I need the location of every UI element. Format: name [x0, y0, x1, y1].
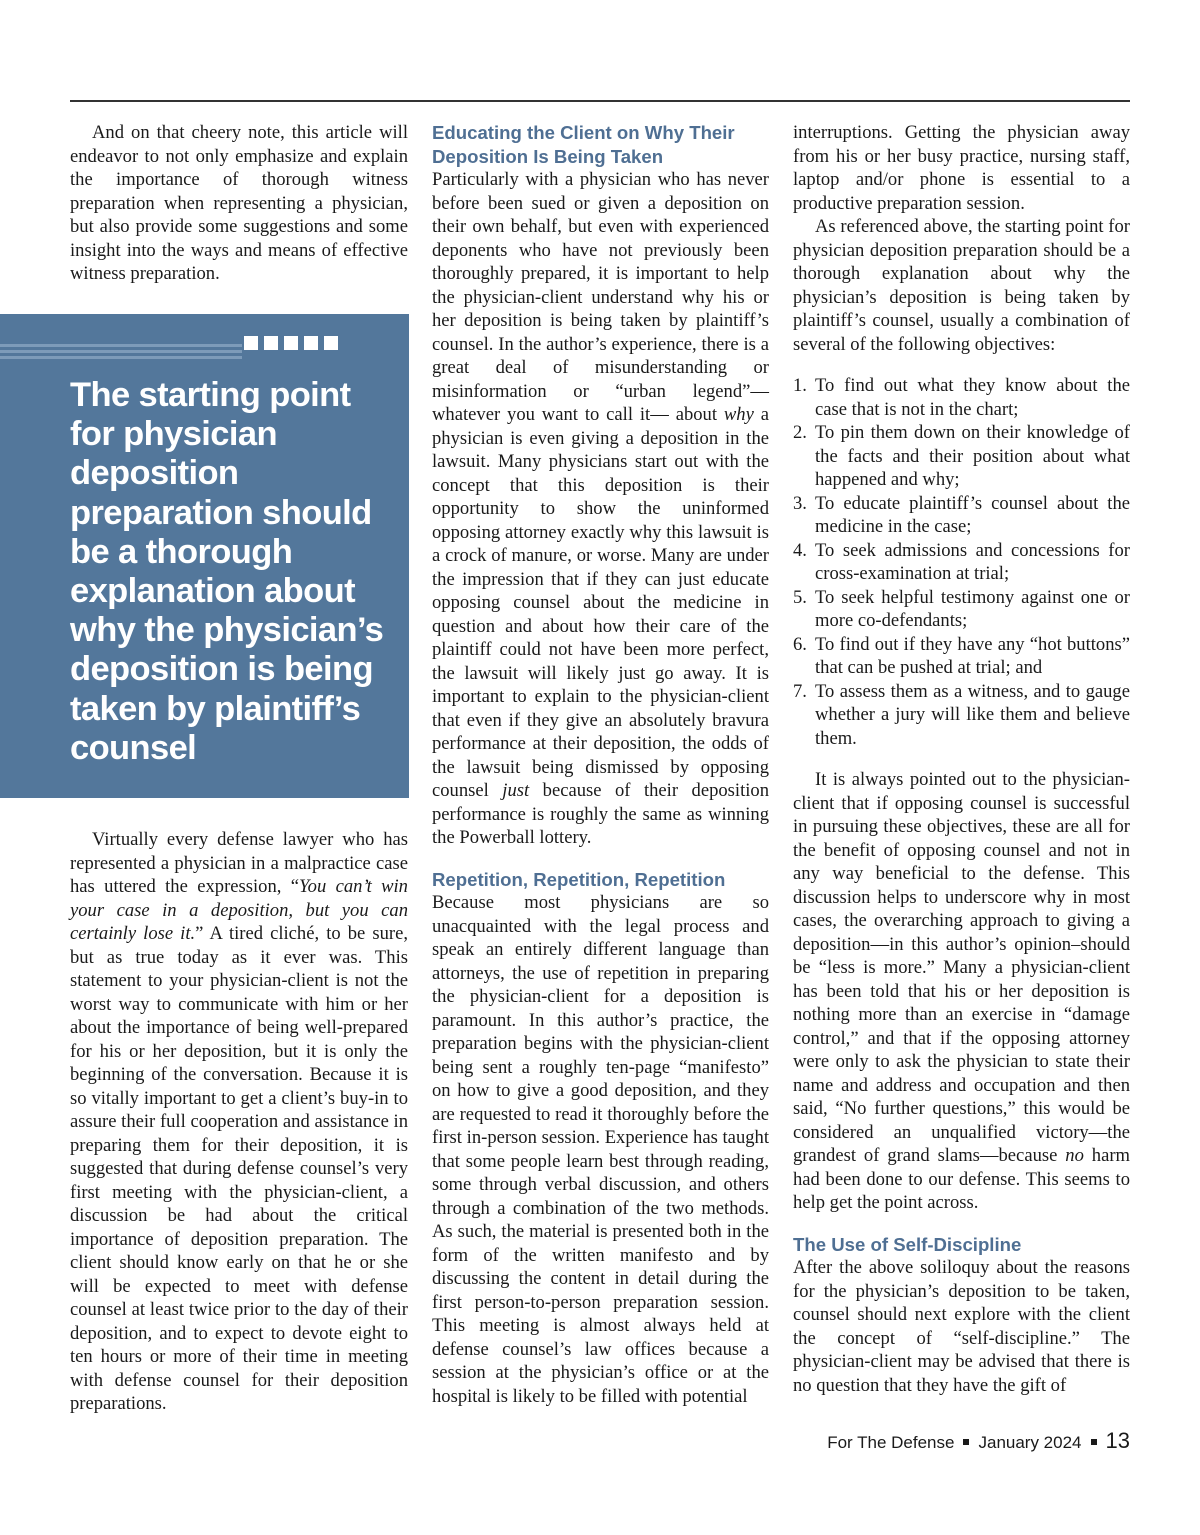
- spacer: [793, 1215, 1130, 1233]
- column-3: [793, 121, 1130, 1397]
- list-text: To assess them as a witness, and to gauge whether a jury will like them and believe them.: [815, 680, 1130, 749]
- text-span: harm had been done to our defense. This seems to help get the point across.: [793, 1145, 1130, 1213]
- objectives-list: [793, 374, 1130, 750]
- list-number: 1.: [793, 375, 807, 396]
- text-span: ” A tired cliché, to be sure, but as true today as it ever was. This statement to your physician-client is not the worst way to communicate with him or her about the importance of being well-prepared for his or her deposition, but it is only the beginning of the conversation. Because it is so vitally important to get a client’s buy-in to assure their full cooperation and assistance in preparing them for their deposition, it is suggested that during defense counsel’s very first meeting with the physician-client, a discussion be had about the critical importance of deposition preparation. The client should know early on that he or she will be expected to meet with defense counsel at least twice prior to the day of their deposition, and to expect to devote eight to ten hours or more of their time in meeting with defense counsel for their deposition preparations.: [70, 923, 408, 1414]
- bullet-separator: [963, 1439, 969, 1445]
- list-item: [793, 680, 1130, 751]
- page-number: 13: [1105, 1428, 1130, 1453]
- heading-repetition: Repetition, Repetition, Repetition: [432, 868, 726, 890]
- list-item: [793, 421, 1130, 492]
- paragraph-repetition: Because most physicians are so unacquainted with the legal process and speak an entirely different language than attorneys, the use of repetition in preparing the physician-client for a deposition is paramount. In this author’s practice, the preparation begins with the physician-client being sent a roughly ten-page “manifesto” on how to give a good deposition, and they are requested to read it thoroughly before the first in-person session. Experience has taught that some people learn best through reading, some through verbal discussion, and others through a combination of the two methods. As such, the material is presented both in the form of the written manifesto and by discussing the content in detail during the first person-to-person preparation session. This meeting is almost always held at defense counsel’s law offices because a session at the physician’s office or at the hospital is likely to be filled with potential: [432, 892, 769, 1407]
- heading-self-discipline: The Use of Self-Discipline: [793, 1233, 1022, 1255]
- bullet-separator: [1091, 1439, 1097, 1445]
- page-footer: [827, 1428, 1130, 1454]
- list-number: 5.: [793, 586, 807, 608]
- issue-date: January 2024: [978, 1433, 1082, 1452]
- text-span: because of their deposition performance is roughly the same as winning the Powerball lottery.: [432, 780, 770, 848]
- emphasis-word: why: [723, 404, 754, 425]
- list-text: To seek helpful testimony against one or more co-defendants;: [815, 586, 1130, 631]
- pull-quote: The starting point for physician deposition preparation should be a thorough explanation about why the physician’s deposition is being taken by plaintiff’s counsel: [70, 376, 384, 767]
- spacer: [793, 356, 1130, 374]
- paragraph-self-discipline: After the above soliloquy about the reasons for the physician’s deposition to be taken, counsel should next explore with the client the concept of “self-discipline.” The physician-client may be advised that there is no question that they have the gift of: [793, 1257, 1130, 1396]
- spacer: [432, 850, 769, 868]
- paragraph-why-deposition: [432, 168, 769, 850]
- list-number: 4.: [793, 539, 807, 561]
- text-span: Virtually every defense lawyer who has represented a physician in a malpractice case has uttered the expression, “: [70, 829, 408, 897]
- list-number: 6.: [793, 633, 807, 655]
- column-1: [70, 121, 408, 286]
- emphasis-word: just: [502, 780, 530, 801]
- decorative-squares: [244, 336, 338, 350]
- list-text: To find out what they know about the case that is not in the chart;: [815, 375, 1130, 420]
- heading-educating-client: Educating the Client on Why Their Deposition Is Being Taken: [432, 122, 735, 167]
- text-span: It is always pointed out to the physician-client that if opposing counsel is successful in pursuing these objectives, these are all for the benefit of opposing counsel and not in any way beneficial to the defense. This discussion helps to underscore why in most cases, the overarching approach to giving a deposition—in this author’s opinion–should be “less is more.” Many a physician-client has been told that his or her deposition is nothing more than an exercise in “damage control,” and that if the opposing attorney were only to ask the physician to state their name and address and occupation and then said, “No further questions,” this would be considered an unqualified victory—the grandest of grand slams—because: [793, 769, 1130, 1166]
- list-item: [793, 492, 1130, 539]
- list-item: [793, 633, 1130, 680]
- decorative-lines: [0, 344, 242, 362]
- column-2: [432, 121, 769, 1408]
- list-number: 3.: [793, 492, 807, 514]
- list-item: [793, 374, 1130, 421]
- list-text: To pin them down on their knowledge of the facts and their position about what happened and why;: [815, 422, 1130, 490]
- text-span: Particularly with a physician who has never before been sued or given a deposition on their own behalf, but even with experienced deponents who have not previously been thoroughly prepared, it is important to help the physician-client understand why his or her deposition is being taken by plaintiff’s counsel. In the author’s experience, there is a great deal of misunderstanding or misinformation or “urban legend”— whatever you want to call it— about: [432, 169, 769, 425]
- paragraph-interruptions: interruptions. Getting the physician away from his or her busy practice, nursing staff, laptop and/or phone is essential to a productive preparation session.: [793, 122, 1130, 214]
- intro-paragraph: And on that cheery note, this article will endeavor to not only emphasize and explain the importance of thorough witness preparation when representing a physician, but also provide some suggestions and some insight into the ways and means of effective witness preparation.: [70, 122, 408, 284]
- paragraph-starting-point: As referenced above, the starting point for physician deposition preparation should be a thorough explanation about why the physician’s deposition is being taken by plaintiff’s counsel, usually a combination of several of the following objectives:: [793, 216, 1130, 355]
- list-number: 7.: [793, 680, 807, 702]
- emphasis-quote: You can’t win your case in a deposition, but you can certainly lose it.: [70, 876, 408, 944]
- list-number: 2.: [793, 422, 807, 443]
- paragraph-less-is-more: [793, 768, 1130, 1215]
- top-rule: [70, 100, 1130, 102]
- publication-name: For The Defense: [827, 1433, 955, 1452]
- list-text: To find out if they have any “hot buttons” that can be pushed at trial; and: [815, 633, 1130, 678]
- list-item: [793, 586, 1130, 633]
- spacer: [793, 750, 1130, 768]
- text-span: a physician is even giving a deposition in the lawsuit. Many physicians start out with the concept that this deposition is their opportunity to show the uninformed opposing attorney exactly why this lawsuit is a crock of manure, or worse. Many are under the impression that if they can just educate opposing counsel about the medicine in question and about how their care of the plaintiff could not have been more perfect, the lawsuit will likely just go away. It is important to explain to the physician-client that even if they give an absolutely bravura performance at their deposition, the odds of the lawsuit being dismissed by opposing counsel: [432, 404, 769, 801]
- emphasis-word: no: [1065, 1145, 1084, 1166]
- column-1-lower: [70, 828, 408, 1416]
- list-item: [793, 539, 1130, 586]
- list-text: To seek admissions and concessions for cross-examination at trial;: [815, 539, 1130, 584]
- paragraph-cliche: [70, 828, 408, 1416]
- pull-quote-box: [0, 314, 409, 798]
- list-text: To educate plaintiff’s counsel about the medicine in the case;: [815, 492, 1130, 537]
